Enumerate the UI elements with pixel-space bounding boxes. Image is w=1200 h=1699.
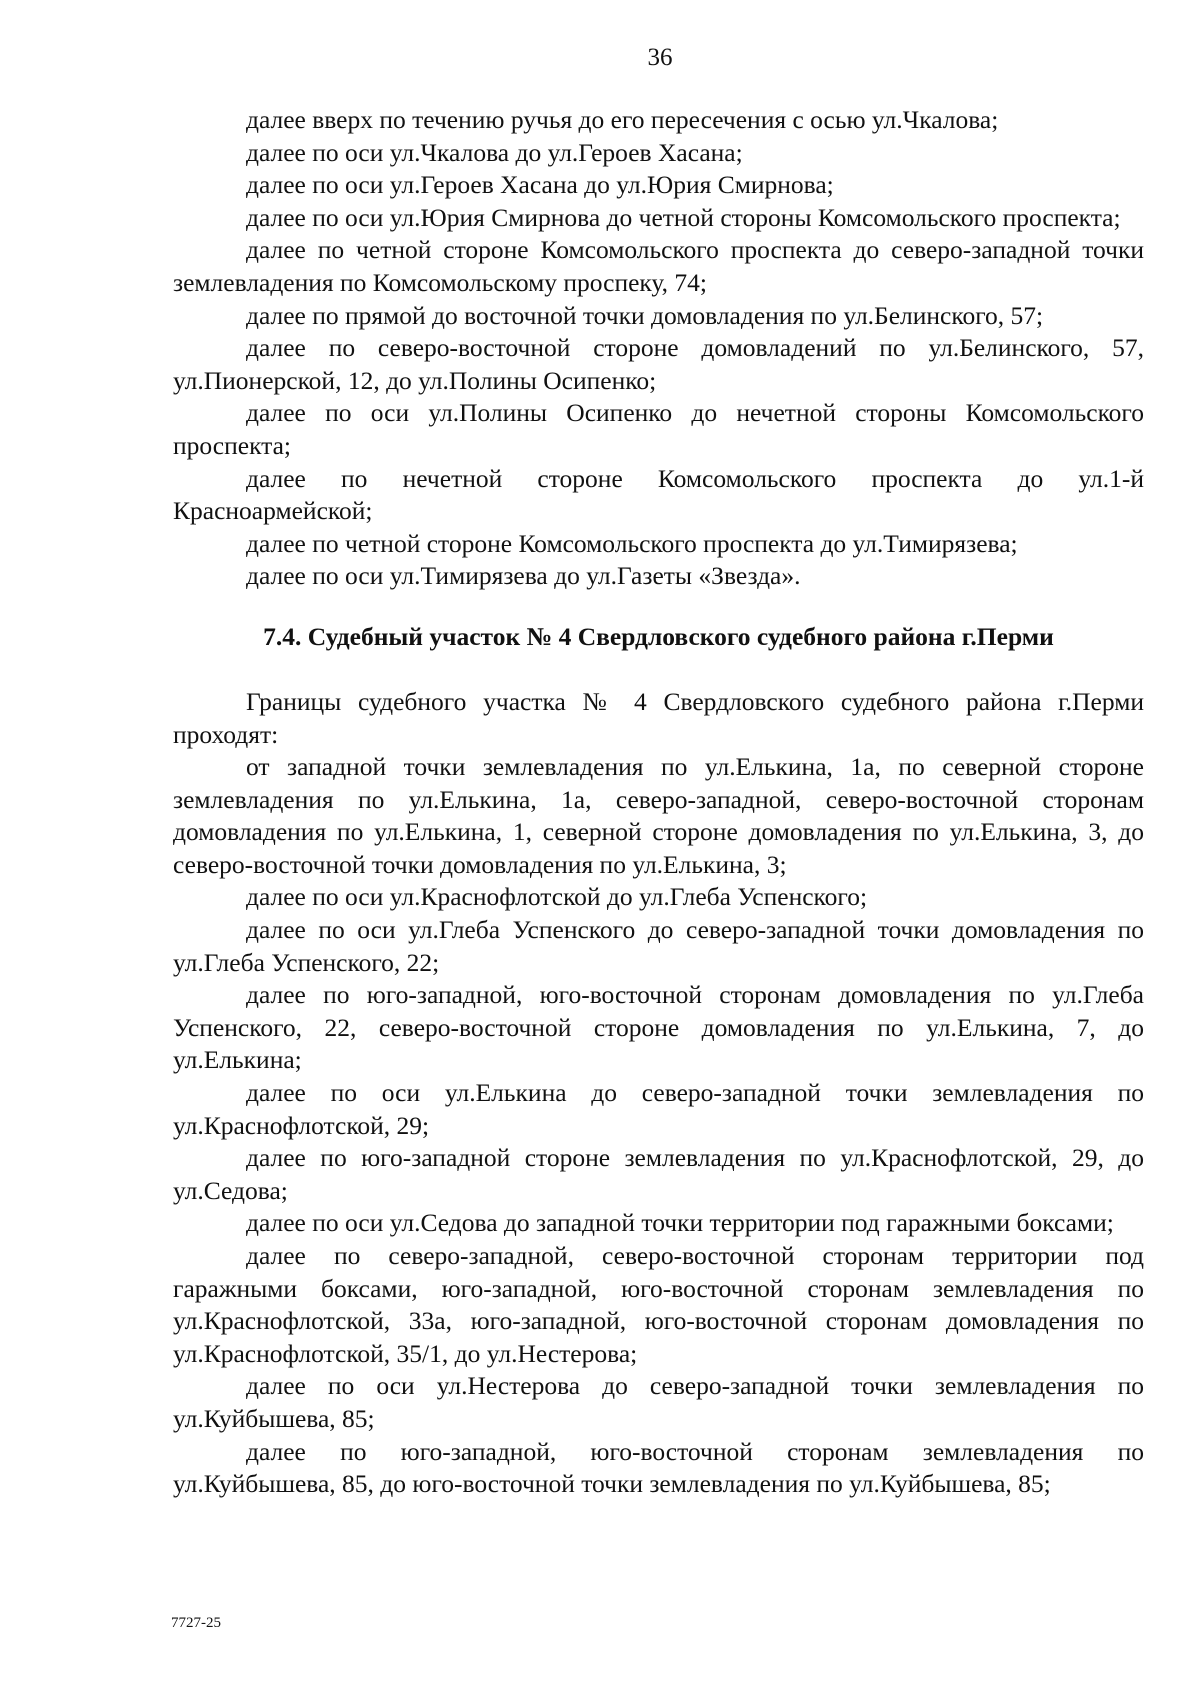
paragraph: далее по юго-западной, юго-восточной сторонам домовладения по ул.Глеба Успенского, 22, северо-восточной стороне домовладения по ул.Елькина, 7, до ул.Елькина;	[173, 980, 1144, 1075]
paragraph: далее по оси ул.Тимирязева до ул.Газеты «Звезда».	[246, 561, 801, 591]
section-title: 7.4. Судебный участок № 4 Свердловского судебного района г.Перми	[263, 621, 1054, 651]
paragraph: далее по оси ул.Краснофлотской до ул.Глеба Успенского;	[246, 882, 868, 912]
paragraph: далее по юго-западной, юго-восточной сторонам землевладения по ул.Куйбышева, 85, до юго-восточной точки землевладения по ул.Куйбышева, 85;	[173, 1436, 1144, 1499]
paragraph: далее по северо-западной, северо-восточной сторонам территории под гаражными боксами, юго-западной, юго-восточной сторонам землевладения по ул.Краснофлотской, 33а, юго-западной, юго-восточной сторонам домовладения по ул.Краснофлотской, 35/1, до ул.Нестерова;	[173, 1241, 1144, 1368]
paragraph: далее по оси ул.Нестерова до северо-западной точки землевладения по ул.Куйбышева, 85;	[173, 1371, 1144, 1433]
paragraph: далее по оси ул.Юрия Смирнова до четной стороны Комсомольского проспекта;	[246, 202, 1121, 232]
paragraph: далее по четной стороне Комсомольского проспекта до северо-западной точки землевладения по Комсомольскому проспеку, 74;	[173, 235, 1144, 297]
paragraph: далее по оси ул.Седова до западной точки территории под гаражными боксами;	[246, 1208, 1114, 1238]
page-number: 36	[647, 44, 673, 71]
paragraph: далее по четной стороне Комсомольского проспекта до ул.Тимирязева;	[246, 528, 1018, 558]
paragraph: далее по оси ул.Полины Осипенко до нечетной стороны Комсомольского проспекта;	[173, 398, 1144, 460]
paragraph: далее по прямой до восточной точки домовладения по ул.Белинского, 57;	[246, 300, 1044, 330]
paragraph: далее по оси ул.Героев Хасана до ул.Юрия Смирнова;	[246, 170, 834, 200]
paragraph: далее по оси ул.Елькина до северо-западной точки землевладения по ул.Краснофлотской, 29;	[173, 1078, 1144, 1140]
paragraph: далее по северо-восточной стороне домовладений по ул.Белинского, 57, ул.Пионерской, 12, до ул.Полины Осипенко;	[173, 333, 1144, 395]
document-code: 7727-25	[171, 1615, 221, 1631]
paragraph: далее по оси ул.Чкалова до ул.Героев Хасана;	[246, 137, 743, 167]
paragraph: далее по оси ул.Глеба Успенского до северо-западной точки домовладения по ул.Глеба Успенского, 22;	[173, 915, 1144, 977]
paragraph: далее по юго-западной стороне землевладения по ул.Краснофлотской, 29, до ул.Седова;	[173, 1143, 1144, 1205]
paragraph: Границы судебного участка № 4 Свердловского судебного района г.Перми проходят:	[173, 686, 1144, 749]
paragraph: от западной точки землевладения по ул.Елькина, 1а, по северной стороне землевладения по ул.Елькина, 1а, северо-западной, северо-восточной сторонам домовладения по ул.Елькина, 1, северной стороне домовладения по ул.Елькина, 3, до северо-восточной точки домовладения по ул.Елькина, 3;	[173, 752, 1144, 879]
paragraph: далее по нечетной стороне Комсомольского проспекта до ул.1-й Красноармейской;	[173, 463, 1144, 526]
document-body	[173, 104, 1144, 1501]
paragraph: далее вверх по течению ручья до его пересечения с осью ул.Чкалова;	[246, 105, 999, 134]
